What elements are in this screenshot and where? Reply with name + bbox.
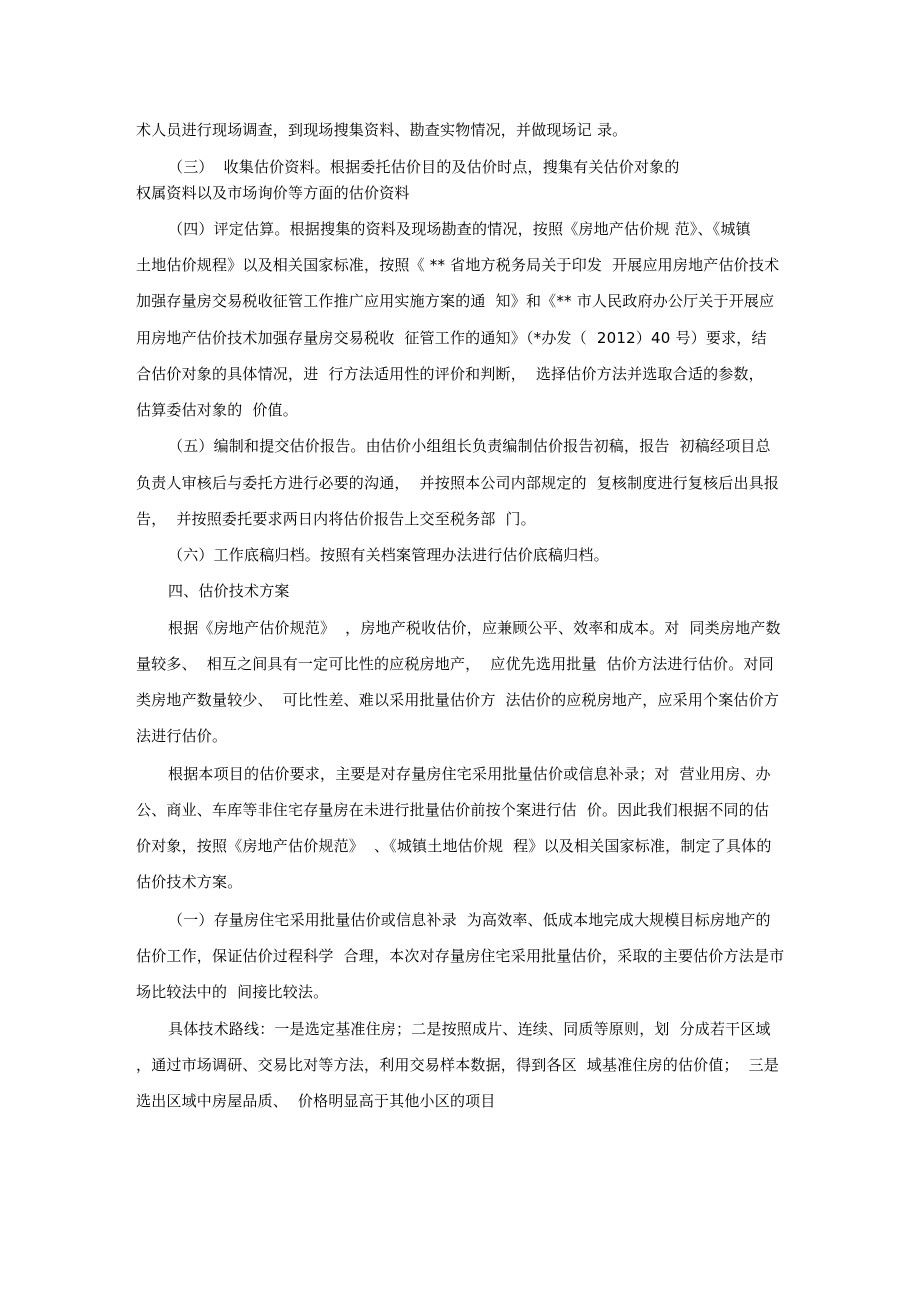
text-line: 根据本项目的估价要求，主要是对存量房住宅采用批量估价或信息补录；对 营业用房、办: [168, 765, 771, 783]
text-line: 估价技术方案。: [136, 873, 243, 891]
text-line: （三） 收集估价资料。根据委托估价目的及估价时点，搜集有关估价对象的: [168, 158, 680, 176]
text-line: 场比较法中的 间接比较法。: [136, 983, 329, 1001]
text-line: （五）编制和提交估价报告。由估价小组组长负责编制估价报告初稿，报告 初稿经项目总: [168, 437, 771, 455]
text-line: 术人员进行现场调查，到现场搜集资料、勘查实物情况，并做现场记 录。: [136, 121, 628, 139]
text-line: ，通过市场调研、交易比对等方法，利用交易样本数据，得到各区 域基准住房的估价值； 三是: [136, 1056, 780, 1074]
text-line: 加强存量房交易税收征管工作推广应用实施方案的通 知》和《** 市人民政府办公厅关于开展应: [136, 292, 775, 310]
text-line: 土地估价规程》以及相关国家标准，按照《 ** 省地方税务局关于印发 开展应用房地产估价技术: [136, 256, 780, 274]
text-line: 法进行估价。: [136, 727, 228, 745]
text-line: 量较多、 相互之间具有一定可比性的应税房地产， 应优先选用批量 估价方法进行估价。对同: [136, 655, 774, 673]
text-line: 权属资料以及市场询价等方面的估价资料: [136, 184, 410, 202]
text-line: 负责人审核后与委托方进行必要的沟通， 并按照本公司内部规定的 复核制度进行复核后出具报: [136, 474, 780, 492]
text-line: 公、商业、车库等非住宅存量房在未进行批量估价前按个案进行估 价。因此我们根据不同的估: [136, 801, 770, 819]
section-heading: 四、估价技术方案: [168, 582, 290, 600]
text-line: （一）存量房住宅采用批量估价或信息补录 为高效率、低成本地完成大规模目标房地产的: [168, 911, 771, 929]
text-line: 选出区域中房屋品质、 价格明显高于其他小区的项目: [136, 1092, 496, 1110]
text-line: （六）工作底稿归档。按照有关档案管理办法进行估价底稿归档。: [168, 546, 609, 564]
text-line: 类房地产数量较少、 可比性差、难以采用批量估价方 法估价的应税房地产，应采用个案估价方: [136, 691, 780, 709]
text-line: （四）评定估算。根据搜集的资料及现场勘查的情况，按照《房地产估价规 范》、《城镇: [168, 220, 751, 238]
text-line: 估价工作，保证估价过程科学 合理，本次对存量房住宅采用批量估价，采取的主要估价方法是市: [136, 947, 785, 965]
text-line: 根据《房地产估价规范》 ，房地产税收估价，应兼顾公平、效率和成本。对 同类房地产数: [168, 619, 781, 637]
text-line: 价对象，按照《房地产估价规范》 、《城镇土地估价规 程》以及相关国家标准，制定了具体的: [136, 837, 772, 855]
text-line: 告， 并按照委托要求两日内将估价报告上交至税务部 门。: [136, 510, 536, 528]
text-line: 用房地产估价技术加强存量房交易税收 征管工作的通知》（*办发（ 2012）40 号）要求，结: [136, 329, 767, 347]
text-line: 合估价对象的具体情况，进 行方法适用性的评价和判断， 选择估价方法并选取合适的参数，: [136, 365, 764, 383]
text-line: 具体技术路线：一是选定基准住房；二是按照成片、连续、同质等原则，划 分成若干区域: [168, 1020, 771, 1038]
text-line: 估算委估对象的 价值。: [136, 401, 298, 419]
